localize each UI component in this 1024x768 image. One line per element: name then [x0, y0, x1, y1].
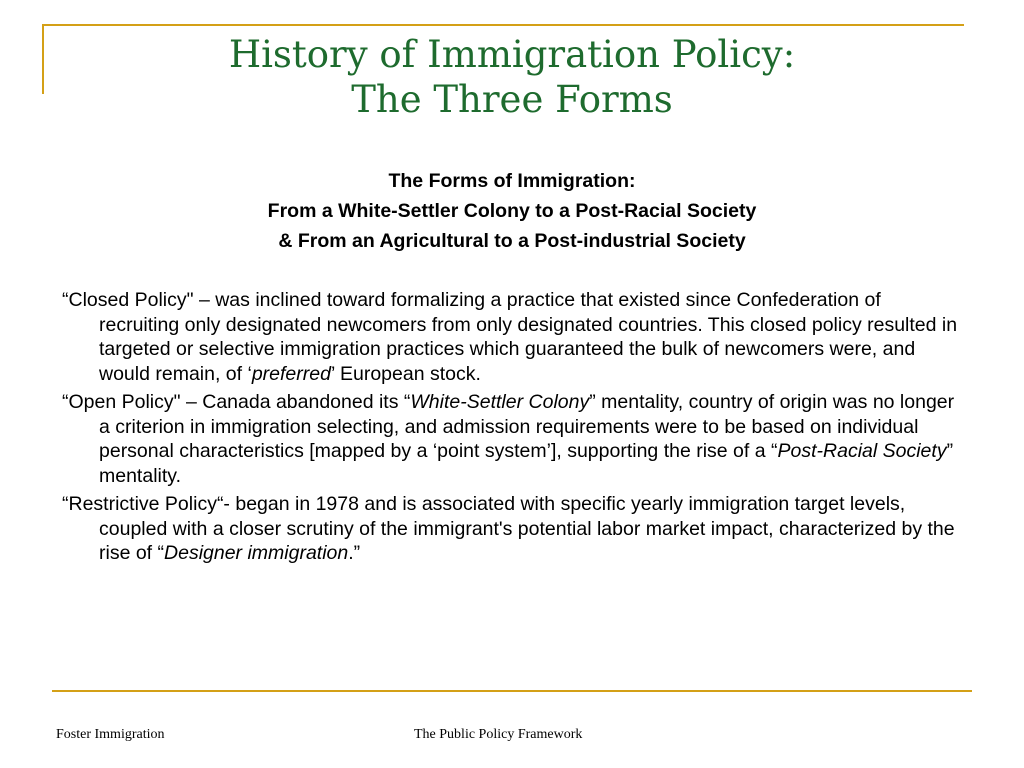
subtitle-line-3: & From an Agricultural to a Post-industrial Society [278, 230, 746, 252]
restrictive-policy-text-end: .” [348, 542, 361, 564]
slide-title [60, 32, 964, 122]
title-line-1: History of Immigration Policy: [228, 33, 796, 76]
open-policy-text-mid: ” mentality, country of origin was no longer a criterion in immigration selecting, and admission requirements were to be based on individual personal characteristics [mapped by a ‘point system’], supporting the rise of a “ [99, 391, 955, 462]
footer-divider [52, 690, 972, 692]
open-policy-emphasis-1: White-Settler Colony [410, 391, 590, 413]
closed-policy-text: “Closed Policy" – was inclined toward formalizing a practice that existed since Confederation of recruiting only designated newcomers from only designated countries. This closed policy resulted in targeted or selective immigration practices which guaranteed the bulk of newcomers were, and would remain, of ‘ [62, 289, 958, 385]
restrictive-policy-paragraph [62, 492, 962, 566]
closed-policy-text-end: ’ European stock. [330, 362, 481, 385]
subtitle-line-1: The Forms of Immigration: [388, 170, 636, 192]
body-text [62, 288, 962, 570]
open-policy-emphasis-2: Post-Racial Society [777, 440, 947, 462]
top-frame-rule [42, 24, 964, 26]
subtitle-line-2: From a White-Settler Colony to a Post-Racial Society [267, 200, 757, 222]
closed-policy-emphasis: preferred [251, 362, 331, 385]
closed-policy-paragraph [62, 288, 962, 386]
open-policy-text-end: ” mentality. [99, 440, 954, 487]
restrictive-policy-emphasis: Designer immigration [164, 542, 349, 564]
open-policy-text: “Open Policy" – Canada abandoned its “ [62, 391, 411, 413]
footer-center-text: The Public Policy Framework [414, 727, 583, 742]
title-line-2: The Three Forms [351, 78, 673, 121]
open-policy-paragraph [62, 390, 962, 488]
slide-subtitle [60, 166, 964, 256]
restrictive-policy-text: “Restrictive Policy“- began in 1978 and is associated with specific yearly immigration target levels, coupled with a closer scrutiny of the immigrant's potential labor market impact, characterized by the rise of “ [62, 493, 955, 564]
left-frame-rule [42, 24, 44, 94]
footer-left-text: Foster Immigration [56, 727, 165, 742]
